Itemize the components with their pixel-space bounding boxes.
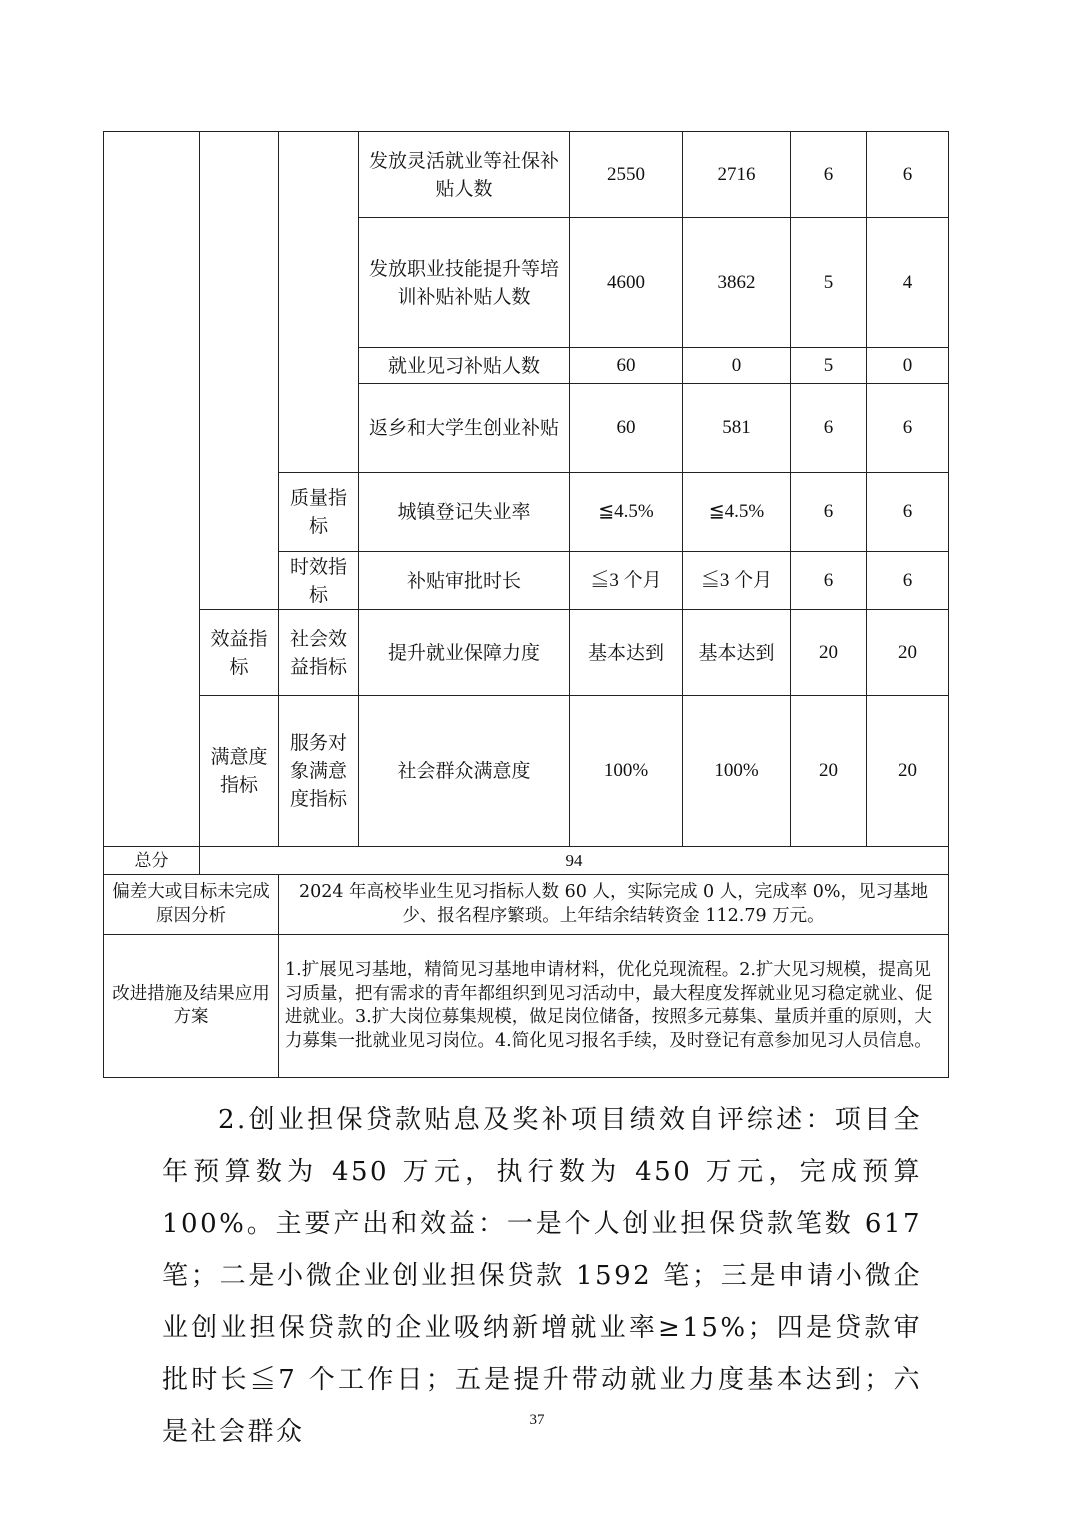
score-cell: 6 <box>867 384 949 473</box>
total-value: 94 <box>200 847 949 875</box>
sub-indicator-cell: 服务对象满意度指标 <box>279 696 359 847</box>
actual-cell: 基本达到 <box>683 610 791 696</box>
sub-indicator-cell: 质量指标 <box>279 473 359 552</box>
improvement-row <box>104 935 949 1078</box>
weight-cell: 6 <box>791 473 867 552</box>
target-cell: 100% <box>570 696 683 847</box>
level2-cell <box>200 132 279 610</box>
level3-cell <box>279 132 359 473</box>
score-cell: 20 <box>867 696 949 847</box>
sub-indicator-cell: 社会效益指标 <box>279 610 359 696</box>
deviation-label: 偏差大或目标未完成 原因分析 <box>104 875 279 935</box>
table-row <box>104 696 949 847</box>
target-cell: 60 <box>570 348 683 384</box>
narrative-paragraph <box>162 1094 922 1458</box>
weight-cell: 6 <box>791 384 867 473</box>
indicator-cell: 就业见习补贴人数 <box>359 348 570 384</box>
score-cell: 0 <box>867 348 949 384</box>
performance-table <box>103 131 949 1078</box>
indicator-cell: 补贴审批时长 <box>359 552 570 610</box>
indicator-cell: 返乡和大学生创业补贴 <box>359 384 570 473</box>
deviation-row <box>104 875 949 935</box>
total-label: 总分 <box>104 847 200 875</box>
deviation-text: 2024 年高校毕业生见习指标人数 60 人，实际完成 0 人，完成率 0%，见习基地少、报名程序繁琐。上年结余结转资金 112.79 万元。 <box>279 875 949 935</box>
total-row <box>104 847 949 875</box>
indicator-cell: 发放职业技能提升等培训补贴补贴人数 <box>359 218 570 348</box>
weight-cell: 6 <box>791 552 867 610</box>
improvement-text: 1.扩展见习基地，精简见习基地申请材料，优化兑现流程。2.扩大见习规模，提高见习质量，把有需求的青年都组织到见习活动中，最大程度发挥就业见习稳定就业、促进就业。3.扩大岗位募集规模，做足岗位储备，按照多元募集、量质并重的原则，大力募集一批就业见习岗位。4.简化见习报名手续，及时登记有意参加见习人员信息。 <box>279 935 949 1078</box>
score-cell: 6 <box>867 473 949 552</box>
actual-cell: 2716 <box>683 132 791 218</box>
weight-cell: 20 <box>791 610 867 696</box>
target-cell: 60 <box>570 384 683 473</box>
weight-cell: 20 <box>791 696 867 847</box>
indicator-cell: 发放灵活就业等社保补贴人数 <box>359 132 570 218</box>
category-cell: 效益指标 <box>200 610 279 696</box>
indicator-cell: 城镇登记失业率 <box>359 473 570 552</box>
indicator-cell: 社会群众满意度 <box>359 696 570 847</box>
indicator-cell: 提升就业保障力度 <box>359 610 570 696</box>
actual-cell: 3862 <box>683 218 791 348</box>
actual-cell: ≦4.5% <box>683 473 791 552</box>
target-cell: 基本达到 <box>570 610 683 696</box>
target-cell: ≦4.5% <box>570 473 683 552</box>
sub-indicator-cell: 时效指标 <box>279 552 359 610</box>
table-row <box>104 132 949 218</box>
category-cell: 满意度指标 <box>200 696 279 847</box>
target-cell: 2550 <box>570 132 683 218</box>
score-cell: 4 <box>867 218 949 348</box>
table-row <box>104 610 949 696</box>
actual-cell: 0 <box>683 348 791 384</box>
score-cell: 6 <box>867 552 949 610</box>
actual-cell: 100% <box>683 696 791 847</box>
score-cell: 6 <box>867 132 949 218</box>
level1-cell <box>104 132 200 847</box>
actual-cell: ≦3 个月 <box>683 552 791 610</box>
weight-cell: 6 <box>791 132 867 218</box>
target-cell: 4600 <box>570 218 683 348</box>
improvement-label: 改进措施及结果应用方案 <box>104 935 279 1078</box>
weight-cell: 5 <box>791 218 867 348</box>
narrative-text: 2.创业担保贷款贴息及奖补项目绩效自评综述：项目全年预算数为 450 万元，执行数为 450 万元，完成预算 100%。主要产出和效益：一是个人创业担保贷款笔数 617 笔；二是小微企业创业担保贷款 1592 笔；三是申请小微企业创业担保贷款的企业吸纳新增就业率≥15%；四是贷款审批时长≦7 个工作日；五是提升带动就业力度基本达到；六是社会群众 <box>162 1105 922 1447</box>
score-cell: 20 <box>867 610 949 696</box>
page-number: 37 <box>529 1412 545 1428</box>
weight-cell: 5 <box>791 348 867 384</box>
target-cell: ≦3 个月 <box>570 552 683 610</box>
actual-cell: 581 <box>683 384 791 473</box>
